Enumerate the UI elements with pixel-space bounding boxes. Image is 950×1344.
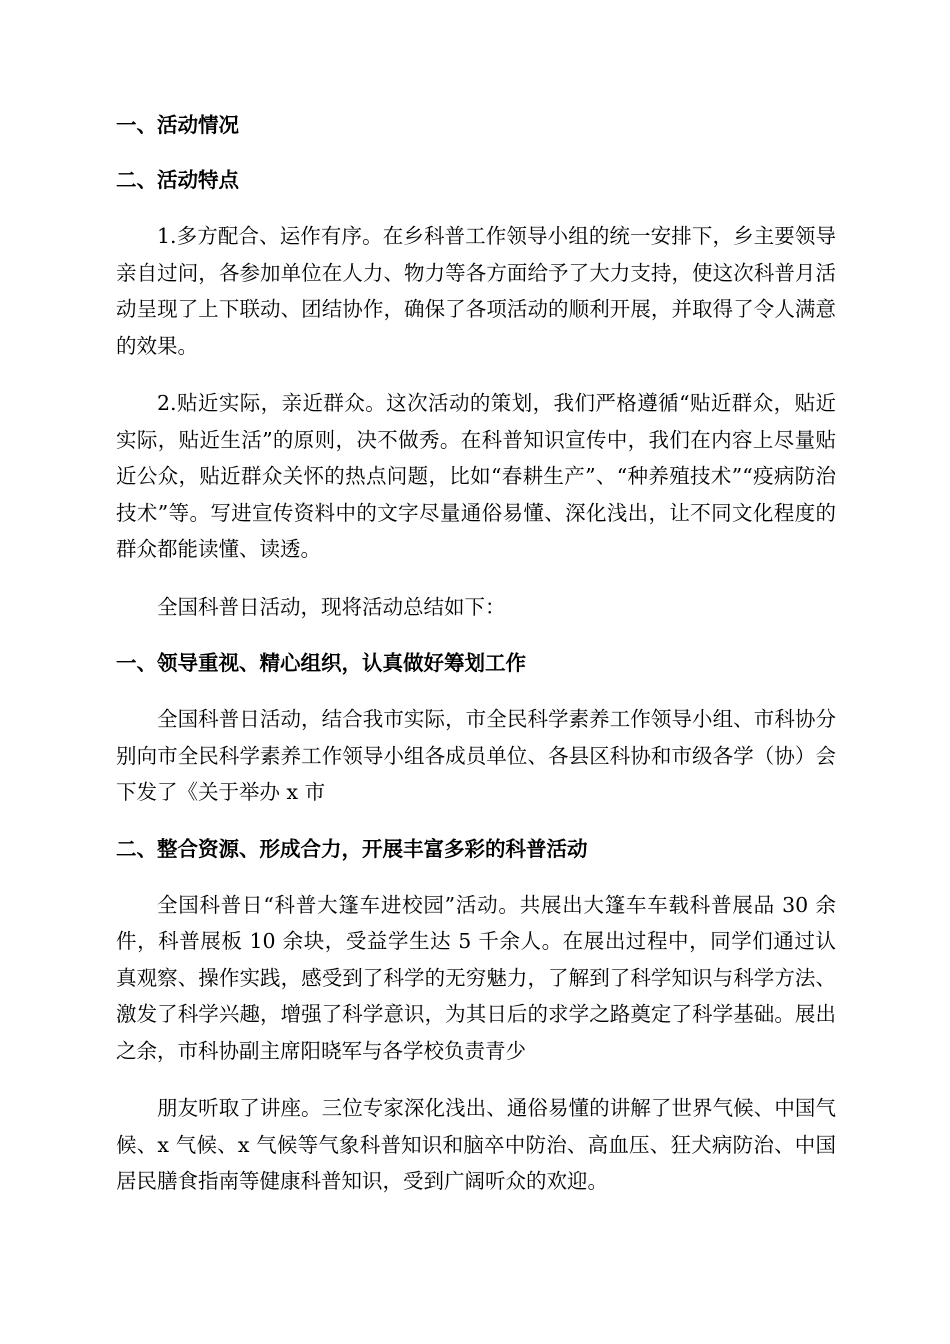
paragraph-science-caravan: 全国科普日“科普大篷车进校园”活动。共展出大篷车车载科普展品 30 余件，科普展板 10 余块，受益学生达 5 千余人。在展出过程中，同学们通过认真观察、操作实践，感受到了科学的无穷魅力，了解到了科学知识与科学方法、激发了科学兴趣，增强了科学意识，为其日后的求学之路奠定了科学基础。展出之余，市科协副主席阳晓军与各学校负责青少 <box>116 892 836 1063</box>
paragraph-leadership: 全国科普日活动，结合我市实际，市全民科学素养工作领导小组、市科协分别向市全民科学素养工作领导小组各成员单位、各县区科协和市级各学（协）会下发了《关于举办 x 市 <box>116 707 836 804</box>
section-heading-resources: 二、整合资源、形成合力，开展丰富多彩的科普活动 <box>116 836 588 861</box>
paragraph-summary-intro: 全国科普日活动，现将活动总结如下： <box>157 594 506 619</box>
section-heading-activity-features: 二、活动特点 <box>116 168 239 192</box>
document-page <box>116 108 836 1200</box>
paragraph-coordination: 1.多方配合、运作有序。在乡科普工作领导小组的统一安排下，乡主要领导亲自过问，各参加单位在人力、物力等各方面给予了大力支持，使这次科普月活动呈现了上下联动、团结协作，确保了各项活动的顺利开展，并取得了令人满意的效果。 <box>116 224 836 358</box>
paragraph-close-to-public: 2.贴近实际，亲近群众。这次活动的策划，我们严格遵循“贴近群众，贴近实际，贴近生活”的原则，决不做秀。在科普知识宣传中，我们在内容上尽量贴近公众，贴近群众关怀的热点问题，比如“春耕生产”、“种养殖技术”“疫病防治技术”等。写进宣传资料中的文字尽量通俗易懂、深化浅出，让不同文化程度的群众都能读懂、读透。 <box>116 391 836 561</box>
section-heading-leadership: 一、领导重视、精心组织，认真做好筹划工作 <box>116 651 526 675</box>
paragraph-lectures: 朋友听取了讲座。三位专家深化浅出、通俗易懂的讲解了世界气候、中国气候、x 气候、x 气候等气象科普知识和脑卒中防治、高血压、狂犬病防治、中国居民膳食指南等健康科普知识，受到广阔听众的欢迎。 <box>116 1096 836 1193</box>
section-heading-activity-status: 一、活动情况 <box>116 113 239 137</box>
